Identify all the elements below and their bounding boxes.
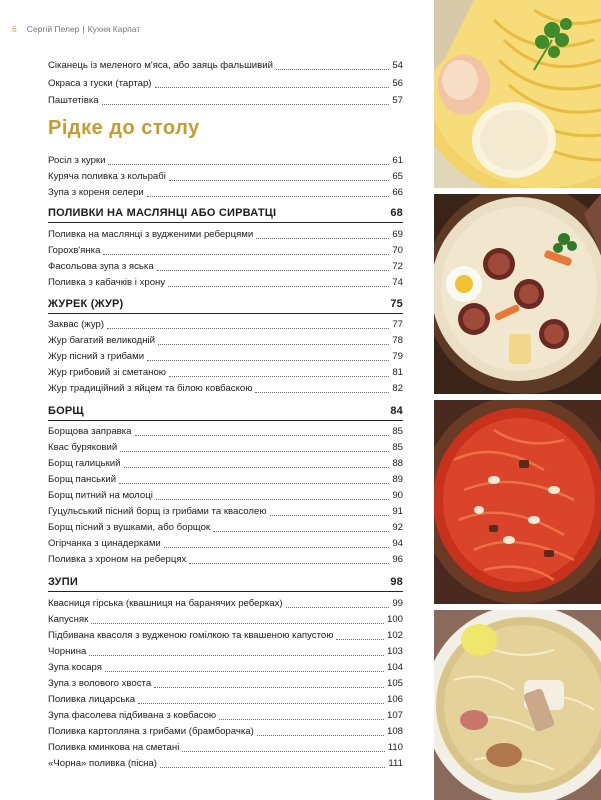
toc-entry[interactable]: Квасниця гірська (квашниця на баранячих реберках) 99 [48, 598, 403, 609]
toc-entry[interactable]: Борщ панський 89 [48, 474, 403, 485]
toc-entry[interactable]: Зупа з волового хвоста 105 [48, 678, 403, 689]
toc-entry[interactable]: Борщ галицький 88 [48, 458, 403, 469]
toc-entry[interactable]: Поливка з кабачків і хрону 74 [48, 277, 403, 288]
toc-entry[interactable]: Поливка лицарська 106 [48, 694, 403, 705]
toc-entry[interactable]: Окраса з гуски (тартар) 56 [48, 78, 403, 89]
toc-entry[interactable]: Куряча поливка з кольрабі 65 [48, 171, 403, 182]
toc-entry[interactable]: Поливка на маслянці з вудженими реберцями 69 [48, 229, 403, 240]
chicken-broth-noodles-photo [434, 0, 601, 188]
toc-entry[interactable]: Зупа з кореня селери 66 [48, 187, 403, 198]
toc-entry[interactable]: Жур багатий великодній 78 [48, 335, 403, 346]
toc-entry[interactable]: Зупа косаря 104 [48, 662, 403, 673]
toc-entry[interactable]: Чорнина 103 [48, 646, 403, 657]
sauerkraut-soup-photo [434, 610, 601, 800]
toc-entry[interactable]: Росіл з курки 61 [48, 155, 403, 166]
borscht-photo [434, 400, 601, 604]
photo-strip [434, 0, 601, 800]
toc-entry[interactable]: Поливка кминкова на сметані 110 [48, 742, 403, 753]
toc-entry[interactable]: Паштетівка 57 [48, 95, 403, 106]
page-number: 6 [12, 24, 17, 34]
toc-entry[interactable]: Зупа фасолева підбивана з ковбасою 107 [48, 710, 403, 721]
section-heading[interactable]: ПОЛИВКИ НА МАСЛЯНЦІ АБО СИРВАТЦІ 68 [48, 207, 403, 223]
toc-entry[interactable]: Квас буряковий 85 [48, 442, 403, 453]
toc-entry[interactable]: Борщова заправка 85 [48, 426, 403, 437]
author-name: Сергій Пелер [26, 24, 80, 34]
section-heading[interactable]: БОРЩ 84 [48, 405, 403, 421]
zhurek-soup-photo [434, 194, 601, 394]
toc-entry[interactable]: Сіканець із меленого м'яса, або заяць фальшивий 54 [48, 60, 403, 71]
toc-entry[interactable]: Борщ питний на молоці 90 [48, 490, 403, 501]
toc-entry[interactable]: Борщ пісний з вушками, або борщок 92 [48, 522, 403, 533]
toc-entry[interactable]: Огірчанка з цинадерками 94 [48, 538, 403, 549]
book-title: Кухня Карпат [87, 24, 141, 34]
toc-entry[interactable]: Підбивана квасоля з вудженою гомілкою та квашеною капустою 102 [48, 630, 403, 641]
toc-entry[interactable]: Жур грибовий зі сметаною 81 [48, 367, 403, 378]
toc-entry[interactable]: Гуцульський пісний борщ із грибами та квасолею 91 [48, 506, 403, 517]
section-heading[interactable]: ЖУРЕК (ЖУР) 75 [48, 298, 403, 314]
toc-entry[interactable]: Горохв'янка 70 [48, 245, 403, 256]
toc-entry[interactable]: Заквас (жур) 77 [48, 319, 403, 330]
toc-entry[interactable]: Поливка з хроном на реберцях 96 [48, 554, 403, 565]
toc-entry[interactable]: Капусняк 100 [48, 614, 403, 625]
running-header [12, 24, 140, 34]
toc-entry[interactable]: Жур традиційний з яйцем та білою ковбаскою 82 [48, 383, 403, 394]
chapter-heading: Рідке до столу [48, 117, 200, 139]
toc-entry[interactable]: «Чорна» поливка (пісна) 111 [48, 758, 403, 769]
toc-entry[interactable]: Фасольова зупа з яська 72 [48, 261, 403, 272]
section-heading[interactable]: ЗУПИ 98 [48, 576, 403, 592]
header-separator: | [82, 24, 85, 34]
toc-entry[interactable]: Жур пісний з грибами 79 [48, 351, 403, 362]
toc-entry[interactable]: Поливка картопляна з грибами (брамборачка) 108 [48, 726, 403, 737]
